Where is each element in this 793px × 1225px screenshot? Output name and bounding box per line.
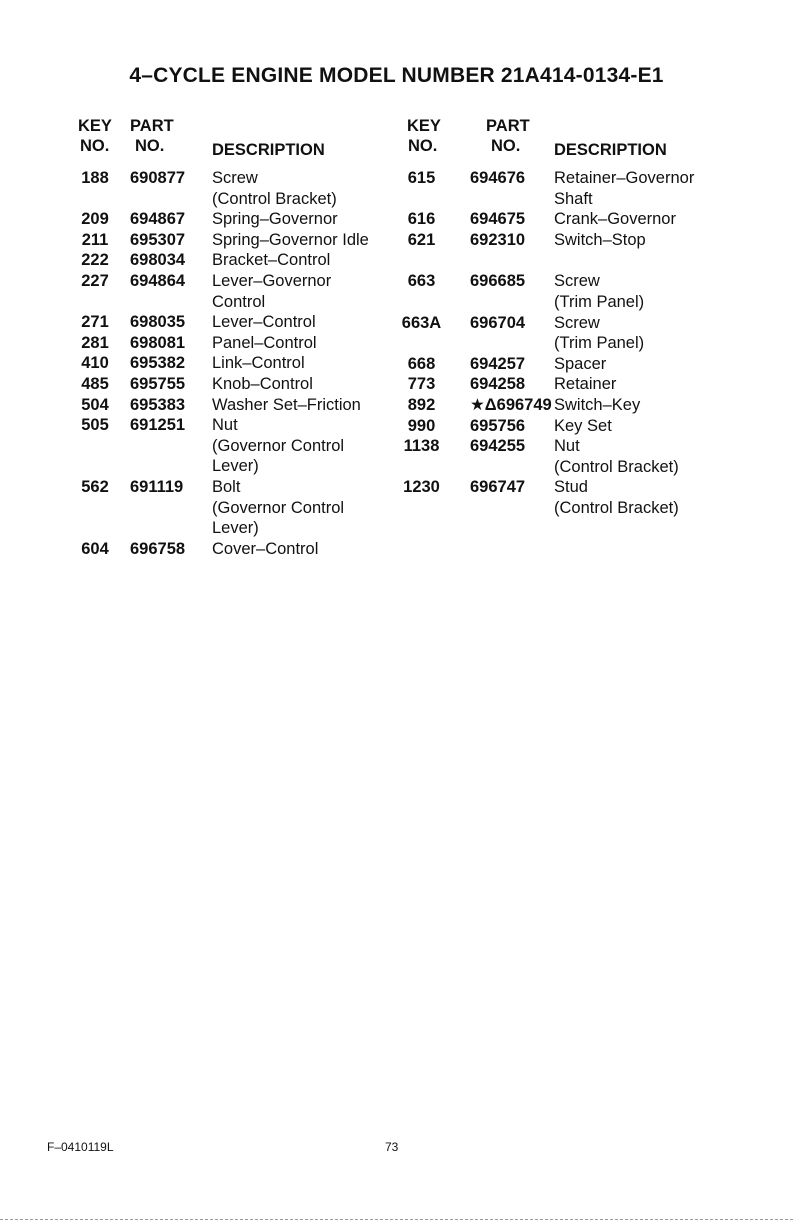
table-row: [70, 477, 400, 539]
part-header-bottom: NO.: [135, 137, 165, 155]
parts-list-left: [70, 168, 400, 559]
part-number: 695756: [470, 416, 526, 435]
part-header-bottom: NO.: [491, 137, 521, 155]
key-number: 1138: [403, 437, 440, 456]
part-number: 695382: [130, 354, 186, 373]
part-header-top: PART: [486, 117, 530, 135]
part-number: ★Δ696749: [470, 395, 552, 414]
part-number: 698034: [130, 251, 186, 270]
key-header-bottom: NO.: [408, 137, 438, 155]
key-number: 562: [81, 477, 109, 496]
bottom-divider: [0, 1219, 793, 1220]
key-number: 615: [407, 169, 436, 187]
part-header-top: PART: [130, 117, 174, 135]
part-number: 695307: [130, 230, 186, 249]
table-row: [70, 230, 400, 251]
key-number: 621: [407, 230, 436, 249]
parts-table-right: [395, 116, 725, 519]
key-number: 485: [81, 374, 109, 393]
part-description: Spring–Governor: [212, 210, 338, 229]
part-number: 698035: [130, 313, 186, 332]
part-number: 691251: [130, 416, 186, 435]
part-description: Bolt (Governor Control Lever): [212, 477, 345, 538]
part-number: 695755: [130, 374, 186, 393]
description-header: DESCRIPTION: [212, 141, 325, 159]
table-row: [70, 353, 400, 374]
part-description: Link–Control: [212, 354, 305, 373]
parts-table-left: [70, 116, 400, 559]
table-row: [395, 271, 725, 312]
key-number: 1230: [403, 478, 440, 497]
key-number: 990: [407, 416, 436, 435]
part-number: 694867: [130, 210, 186, 229]
key-header-top: KEY: [407, 117, 441, 135]
part-number: 692310: [470, 230, 526, 249]
part-description: [554, 250, 725, 271]
key-number: 668: [407, 354, 436, 373]
part-number: 691119: [130, 477, 184, 496]
table-row: [70, 539, 400, 560]
part-description: Retainer–Governor Shaft: [554, 169, 695, 208]
part-description: Switch–Stop: [554, 230, 646, 249]
part-description: Nut (Control Bracket): [554, 437, 679, 476]
part-description: Knob–Control: [212, 374, 313, 393]
key-number: 410: [81, 354, 109, 373]
key-number: 188: [81, 169, 109, 187]
page-title: 4–CYCLE ENGINE MODEL NUMBER 21A414-0134-E1: [129, 64, 664, 87]
table-row: [70, 333, 400, 354]
part-number: 696747: [470, 478, 526, 497]
key-number: 209: [81, 210, 109, 229]
part-number: 696758: [130, 539, 186, 558]
part-description: Spring–Governor Idle: [212, 230, 369, 249]
table-row: [70, 415, 400, 477]
table-row: [70, 168, 400, 209]
table-row: [70, 374, 400, 395]
part-description: Panel–Control: [212, 333, 317, 352]
parts-list-right: [395, 168, 725, 519]
table-row: [70, 209, 400, 230]
part-description: Crank–Governor: [554, 210, 676, 229]
table-row: [395, 374, 725, 395]
part-number: 694675: [470, 210, 526, 229]
table-header: [395, 116, 725, 162]
part-description: Retainer: [554, 375, 617, 394]
part-description: Screw (Trim Panel): [554, 313, 645, 353]
key-number: 281: [81, 333, 109, 352]
table-header: [70, 116, 400, 162]
table-row: [395, 168, 725, 209]
table-row: [395, 416, 725, 437]
key-number: 616: [407, 210, 436, 229]
table-row: [395, 230, 725, 251]
part-description: Lever–Governor Control: [212, 271, 332, 311]
table-row: [395, 477, 725, 518]
table-row: [70, 250, 400, 271]
key-number: 222: [81, 251, 109, 270]
description-header: DESCRIPTION: [554, 141, 667, 159]
part-description: Lever–Control: [212, 313, 316, 332]
part-description: Spacer: [554, 354, 607, 373]
part-number: 698081: [130, 333, 186, 352]
part-number: 690877: [130, 169, 186, 187]
key-number: 505: [81, 416, 109, 435]
part-description: Key Set: [554, 416, 612, 435]
part-number: 694864: [130, 271, 186, 290]
part-description: Nut (Governor Control Lever): [212, 416, 345, 476]
part-number: 694676: [470, 169, 526, 187]
key-number: 663A: [401, 313, 442, 332]
key-header-bottom: NO.: [80, 137, 110, 155]
table-row: [395, 436, 725, 477]
part-number: 696704: [470, 313, 526, 332]
key-number: 504: [81, 395, 109, 414]
part-number: 694257: [470, 354, 526, 373]
part-description: Cover–Control: [212, 539, 319, 558]
key-number: 271: [81, 313, 109, 332]
document-code: F–0410119L: [47, 1140, 114, 1154]
table-row: [395, 354, 725, 375]
key-number: 892: [407, 395, 436, 414]
part-description: Screw (Trim Panel): [554, 272, 645, 311]
key-number: 773: [407, 375, 436, 394]
part-description: Bracket–Control: [212, 251, 331, 270]
key-header-top: KEY: [78, 117, 112, 135]
key-number: 211: [81, 230, 109, 249]
part-description: Switch–Key: [554, 395, 641, 414]
table-row: [70, 395, 400, 416]
table-row: [395, 250, 725, 271]
part-description: Screw (Control Bracket): [212, 169, 337, 208]
part-number: 696685: [470, 272, 526, 291]
table-row: [395, 313, 725, 354]
key-number: 663: [407, 272, 436, 291]
page-number: 73: [385, 1140, 399, 1154]
table-row: [70, 312, 400, 333]
part-description: Washer Set–Friction: [212, 395, 361, 414]
table-row: [70, 271, 400, 312]
part-number: 695383: [130, 395, 186, 414]
key-number: 604: [81, 539, 109, 558]
part-number: 694255: [470, 437, 526, 456]
part-description: Stud (Control Bracket): [554, 478, 679, 517]
key-number: 227: [81, 271, 109, 290]
table-row: [395, 395, 725, 416]
table-row: [395, 209, 725, 230]
part-number: 694258: [470, 375, 526, 394]
